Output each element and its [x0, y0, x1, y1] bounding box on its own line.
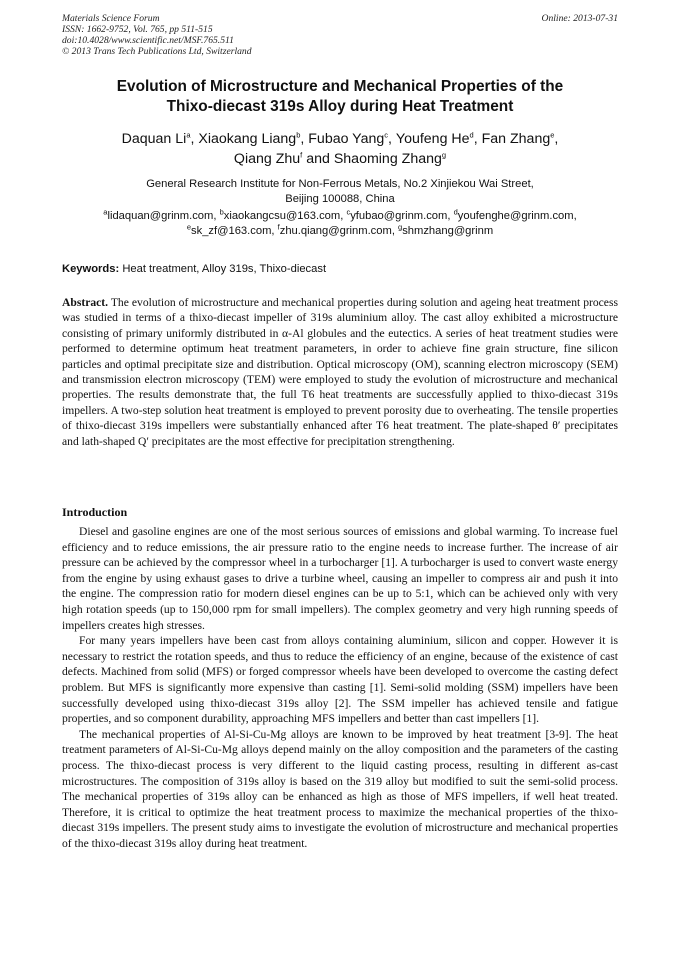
paragraph: Diesel and gasoline engines are one of the most serious sources of emissions and global warming. To increase fuel efficiency and to reduce emissions, the air pressure ratio to the engine needs to increase further. The increase of air pressure can be achieved by the compressor wheel in a turbocharger [1]. A turbocharger is used to convert waste energy from the engine by using exhaust gases to drive a turbine wheel, causing an impeller to compress air and push it into the engine. The compression ratio for modern diesel engines can be up to 5:1, which can be achieved only with very high rotation speeds (up to 150,000 rpm for small impellers). The complex geometry and very high running speeds of impellers creates high stresses.: [62, 525, 618, 632]
journal-copyright: © 2013 Trans Tech Publications Ltd, Switzerland: [62, 46, 252, 57]
keywords: [62, 262, 618, 277]
email: $^d$youfenghe@grinm.com,: [453, 207, 577, 222]
email: $^g$shmzhang@grinm: [398, 222, 494, 237]
abstract-label: Abstract.: [62, 296, 109, 309]
paper-title: [62, 77, 618, 117]
author-name: Qiang Zhu$^f$ and: [233, 150, 334, 167]
author-name: Fubao Yang$^c$,: [308, 130, 396, 147]
paragraph: The mechanical properties of Al-Si-Cu-Mg alloys are known to be improved by heat treatment [3-9]. The heat treatment parameters of Al-Si-Cu-Mg alloys depend mainly on the alloy composition and the parameters of the casting process. The thixo-diecast process is very different to the liquid casting process, resulting in different as-cast microstructures. The composition of 319s alloy is based on the 319 alloy but modified to suit the semi-solid process. The mechanical properties of 319s alloy can be enhanced as high as those of MFS impellers, if well heat treated. Therefore, it is critical to optimize the heat treatment process to maximize the mechanical properties of the thixo-diecast 319s impellers. The present study aims to investigate the evolution of microstructure and mechanical properties of the thixo-diecast 319s alloy during heat treatment.: [62, 727, 618, 850]
author-name: Daquan Li$^a$,: [121, 130, 199, 147]
affiliation: [62, 177, 618, 207]
keywords-label: Keywords:: [62, 263, 120, 275]
author-list: [62, 129, 618, 169]
author-name: Fan Zhang$^e$,: [481, 130, 559, 147]
title-line-1: Evolution of Microstructure and Mechanical Properties of the: [116, 78, 564, 95]
online-date: Online: 2013-07-31: [541, 13, 618, 24]
introduction-heading: Introduction: [62, 505, 128, 519]
affiliation-line-2: Beijing 100088, China: [285, 193, 395, 205]
title-line-2: Thixo-diecast 319s Alloy during Heat Treatment: [166, 98, 514, 115]
paragraph: For many years impellers have been cast from alloys containing aluminium, silicon and copper. However it is necessary to restrict the rotation speeds, and thus to reduce the efficiency of an engine, because of the existence of cast defects. Machined from solid (MFS) or forged compressor wheels have been developed to overcome the casting defect problem. But MFS is significantly more expensive than casting [1]. Semi-solid molding (SSM) impellers have been successfully developed using thixo-diecast 319s alloy [2]. The SSM impeller has achieved tensile and fatigue properties, and so component durability, approaching MFS impellers and better than cast impellers [1].: [62, 634, 618, 726]
author-emails: [62, 209, 618, 239]
email: $^f$zhu.qiang@grinm.com,: [277, 222, 399, 237]
journal-doi: doi:10.4028/www.scientific.net/MSF.765.511: [62, 35, 234, 46]
email: $^e$sk_zf@163.com,: [186, 222, 278, 237]
email: $^c$yfubao@grinm.com,: [346, 207, 454, 222]
journal-issn: ISSN: 1662-9752, Vol. 765, pp 511-515: [62, 24, 213, 35]
author-name: Xiaokang Liang$^b$,: [198, 130, 309, 147]
introduction-body: [62, 524, 618, 851]
author-name: Youfeng He$^d$,: [395, 130, 482, 147]
author-name: Shaoming Zhang$^g$: [333, 150, 447, 167]
journal-header: [62, 13, 618, 57]
abstract: [62, 295, 618, 449]
keywords-text: Heat treatment, Alloy 319s, Thixo-diecast: [122, 263, 327, 275]
journal-name: Materials Science Forum: [62, 13, 160, 24]
abstract-text: The evolution of microstructure and mechanical properties during solution and ageing heat treatment process was studied in terms of a thixo-diecast impeller of 319s aluminium alloy. The cast alloy exhibited a microstructure consisting of primary uniformly distributed in α-Al globules and the eutectics. A series of heat treatment studies were performed to determine optimum heat treatment parameters, in order to achieve fine grain structure, fine silicon particles and optimal precipitate size and distribution. Optical microscopy (OM), scanning electron microscopy (SEM) and transmission electron microscopy (TEM) were employed to study the evolution of microstructure and mechanical properties. The results demonstrate that, the full T6 heat treatments are successfully applied to thixo-diecast 319s impellers. A two-step solution heat treatment is employed to prevent porosity due to overheating. The tensile properties of thixo-diecast 319s impellers were substantially enhanced after T6 heat treatment. The plate-shaped θ′ precipitates and lath-shaped Q′ precipitates are the most effective for precipitation strengthening.: [62, 296, 618, 448]
email: $^a$lidaquan@grinm.com,: [103, 207, 220, 222]
email: $^b$xiaokangcsu@163.com,: [219, 207, 347, 222]
affiliation-line-1: General Research Institute for Non-Ferrous Metals, No.2 Xinjiekou Wai Street,: [146, 178, 534, 190]
